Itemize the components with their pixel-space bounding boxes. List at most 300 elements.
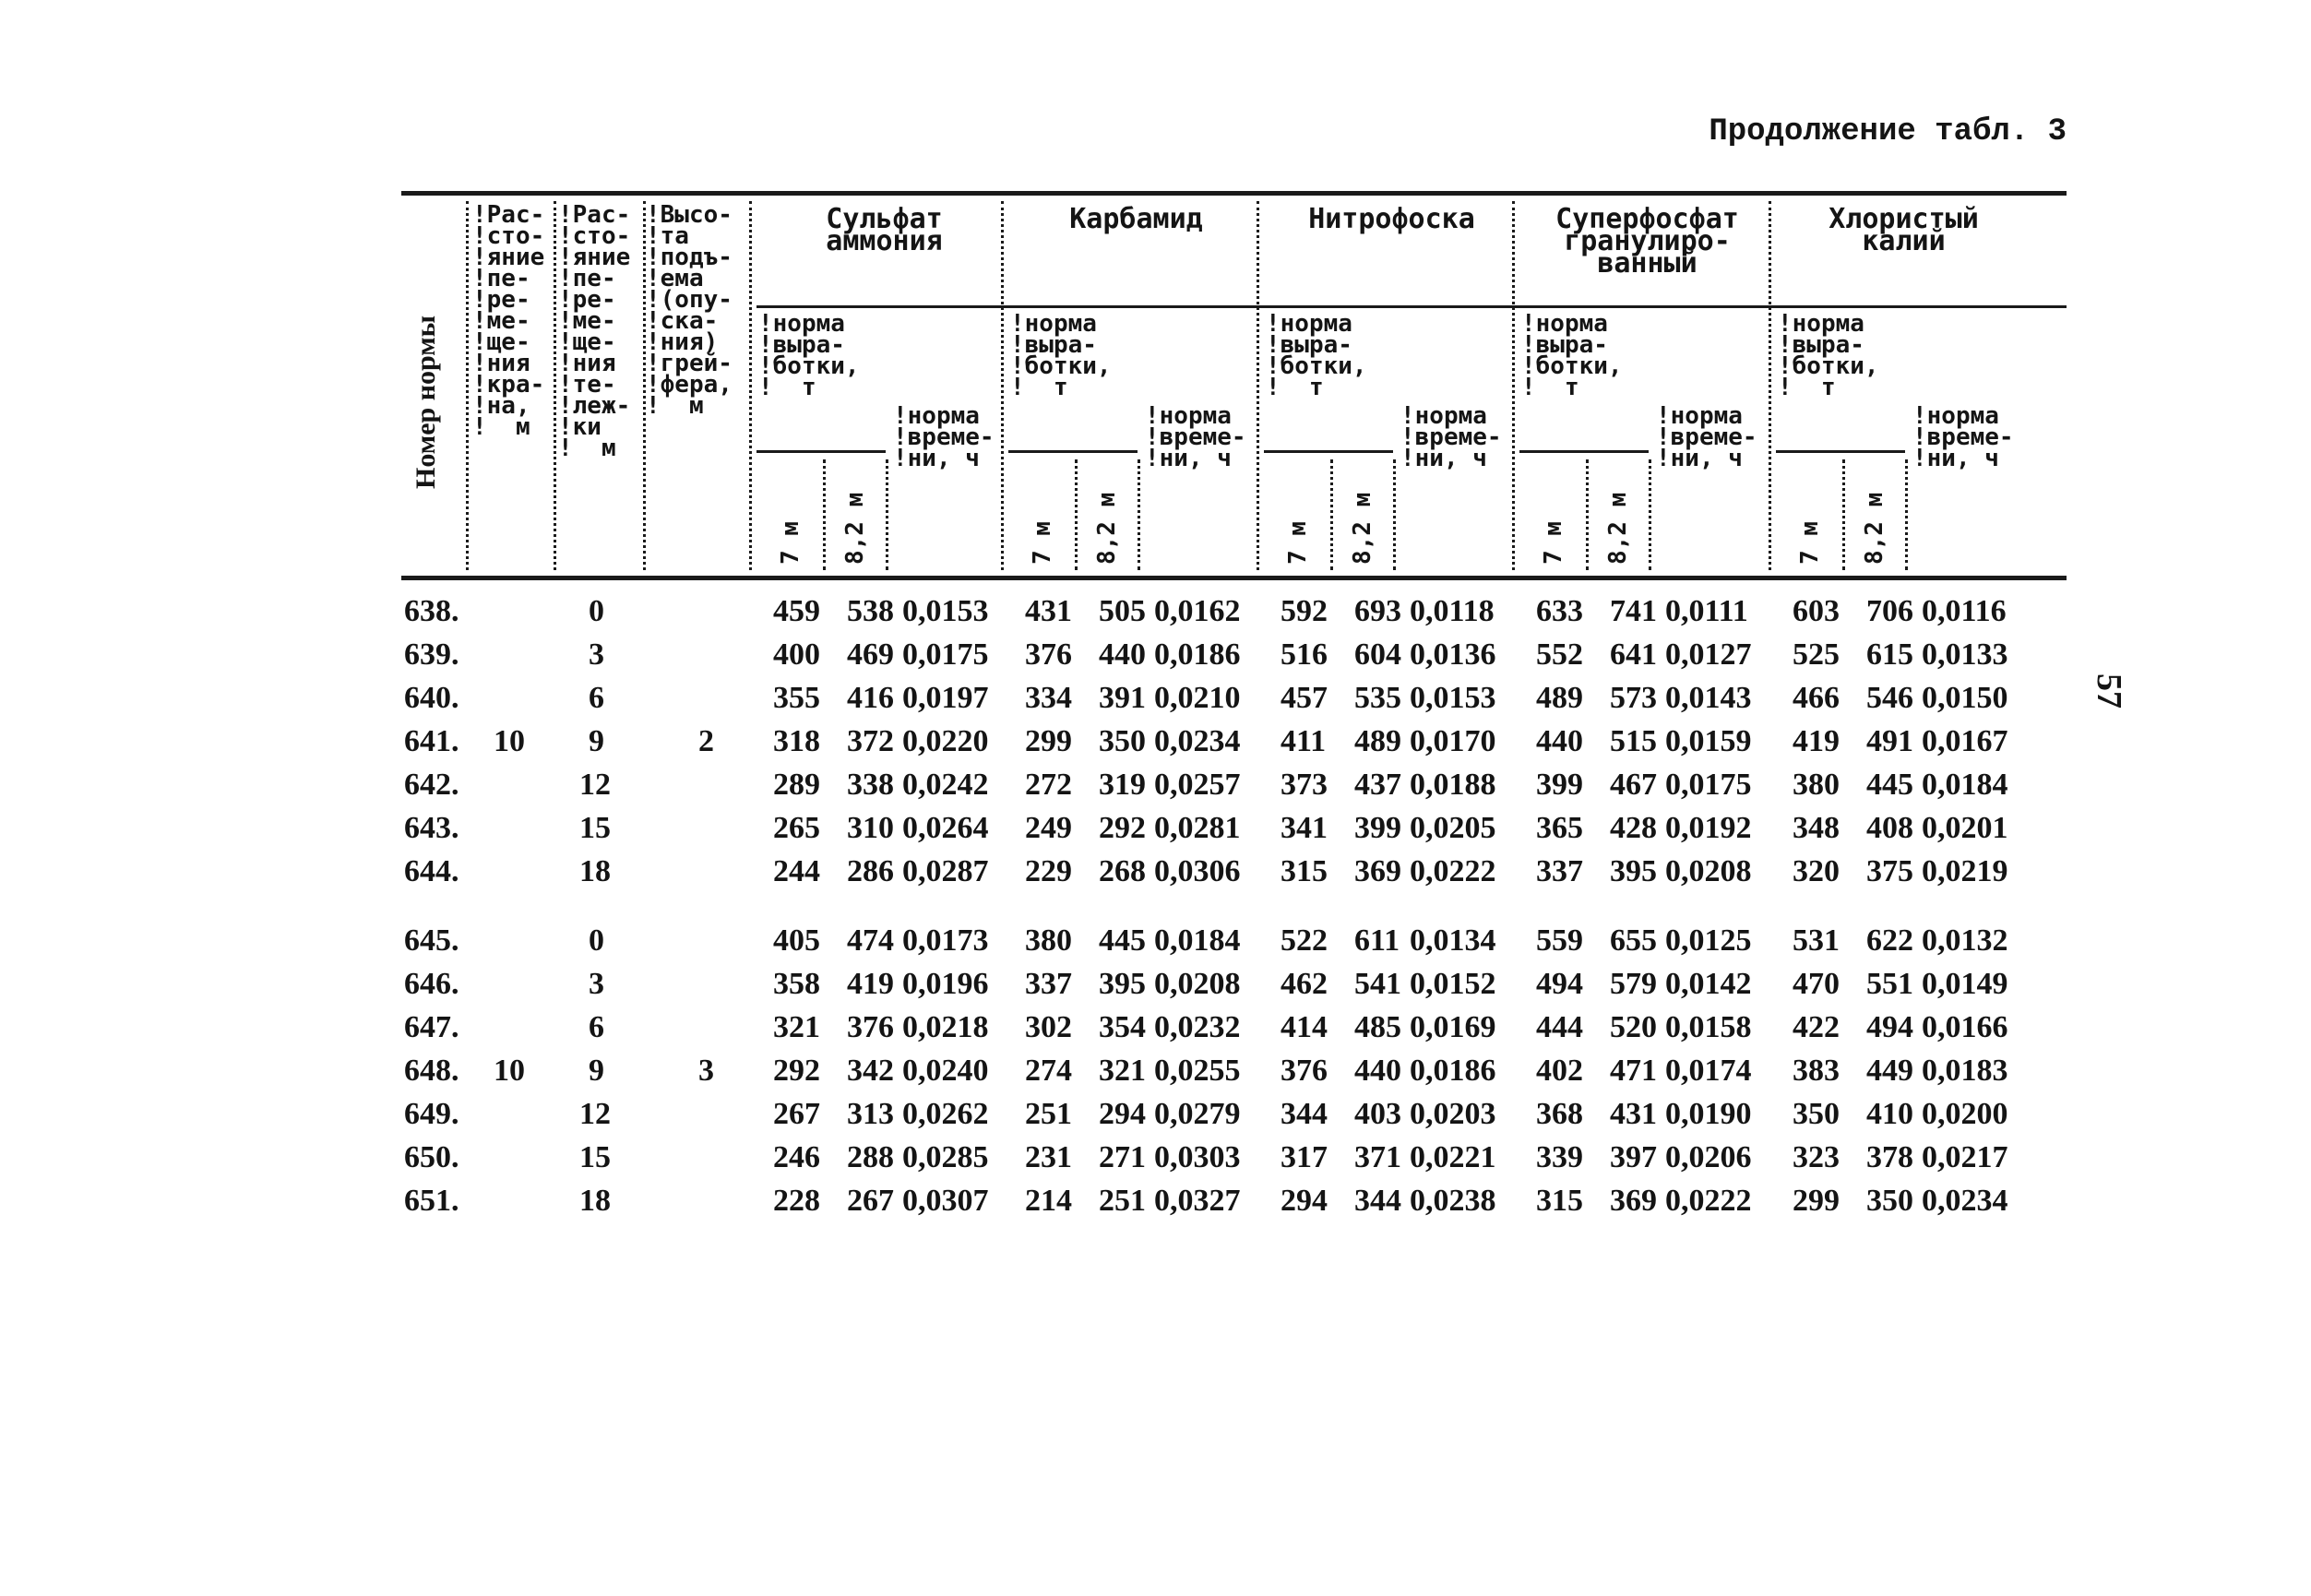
time-norm-cell: 0,0327 <box>1154 1184 1241 1218</box>
output-norm-cell: 380 <box>1793 768 1840 802</box>
output-norm-cell: 431 <box>1025 594 1072 628</box>
time-norm-cell: 0,0196 <box>902 967 989 1001</box>
subcolumn-separator <box>1905 459 1908 570</box>
output-norm-cell: 445 <box>1099 923 1146 958</box>
output-norm-cell: 376 <box>847 1010 894 1044</box>
time-norm-cell: 0,0132 <box>1922 923 2008 958</box>
time-norm-cell: 0,0150 <box>1922 681 2008 715</box>
output-norm-cell: 365 <box>1536 811 1583 845</box>
time-norm-label: !норма !време- !ни, ч <box>893 402 995 472</box>
norm-number-cell: 638. <box>404 594 459 628</box>
output-norm-cell: 271 <box>1099 1140 1146 1174</box>
output-norm-cell: 444 <box>1536 1010 1583 1044</box>
norm-number-cell: 643. <box>404 811 459 845</box>
time-norm-cell: 0,0183 <box>1922 1054 2008 1088</box>
output-norm-cell: 350 <box>1099 724 1146 758</box>
output-norm-cell: 369 <box>1610 1184 1657 1218</box>
output-norm-cell: 741 <box>1610 594 1657 628</box>
output-norm-cell: 378 <box>1866 1140 1913 1174</box>
output-norm-cell: 494 <box>1866 1010 1913 1044</box>
header-norm-number: Номер нормы <box>411 315 441 489</box>
output-norm-cell: 467 <box>1610 768 1657 802</box>
output-norm-cell: 286 <box>847 854 894 888</box>
time-norm-cell: 0,0184 <box>1154 923 1241 958</box>
trolley-distance-cell: 0 <box>589 594 604 628</box>
subcolumn-8-2m-label: 8,2 м <box>1861 492 1888 565</box>
output-norm-cell: 552 <box>1536 637 1583 672</box>
output-norm-cell: 462 <box>1281 967 1328 1001</box>
trolley-distance-cell: 6 <box>589 681 604 715</box>
time-norm-cell: 0,0222 <box>1410 854 1496 888</box>
output-norm-cell: 274 <box>1025 1054 1072 1088</box>
time-norm-cell: 0,0222 <box>1665 1184 1752 1218</box>
output-norm-cell: 474 <box>847 923 894 958</box>
output-norm-cell: 437 <box>1354 768 1401 802</box>
output-norm-cell: 289 <box>773 768 820 802</box>
output-norm-cell: 376 <box>1025 637 1072 672</box>
header-trolley-distance: !Рас- !сто- !яние !пе- !ре- !ме- !ще- !ния !те- !леж- !ки ! м <box>558 201 631 462</box>
subcolumn-8-2m-label: 8,2 м <box>1349 492 1376 565</box>
output-norm-cell: 419 <box>847 967 894 1001</box>
time-norm-cell: 0,0197 <box>902 681 989 715</box>
output-norm-cell: 573 <box>1610 681 1657 715</box>
time-norm-cell: 0,0201 <box>1922 811 2008 845</box>
group-separator <box>1769 201 1771 570</box>
norm-number-cell: 646. <box>404 967 459 1001</box>
table-row <box>0 851 2311 893</box>
group-title: Сульфат аммония <box>826 203 943 257</box>
output-norm-cell: 592 <box>1281 594 1328 628</box>
output-norm-cell: 397 <box>1610 1140 1657 1174</box>
group-separator <box>1512 201 1515 570</box>
group-title: Суперфосфат гранулиро- ванный <box>1555 203 1739 280</box>
time-norm-cell: 0,0219 <box>1922 854 2008 888</box>
output-norm-cell: 615 <box>1866 637 1913 672</box>
time-norm-cell: 0,0143 <box>1665 681 1752 715</box>
time-norm-cell: 0,0175 <box>1665 768 1752 802</box>
output-norm-cell: 611 <box>1354 923 1400 958</box>
time-norm-cell: 0,0240 <box>902 1054 989 1088</box>
table-row <box>0 1006 2311 1049</box>
time-norm-cell: 0,0118 <box>1410 594 1495 628</box>
time-norm-cell: 0,0255 <box>1154 1054 1241 1088</box>
trolley-distance-cell: 15 <box>579 1140 611 1174</box>
table-row <box>0 807 2311 850</box>
group-separator <box>1257 201 1259 570</box>
output-norm-cell: 395 <box>1610 854 1657 888</box>
output-norm-cell: 622 <box>1866 923 1913 958</box>
output-norm-cell: 267 <box>773 1097 820 1131</box>
output-norm-cell: 344 <box>1354 1184 1401 1218</box>
output-norm-cell: 400 <box>773 637 820 672</box>
output-norm-cell: 391 <box>1099 681 1146 715</box>
time-norm-cell: 0,0174 <box>1665 1054 1752 1088</box>
output-norm-cell: 321 <box>1099 1054 1146 1088</box>
table-row <box>0 721 2311 763</box>
time-norm-cell: 0,0133 <box>1922 637 2008 672</box>
norm-number-cell: 641. <box>404 724 459 758</box>
time-norm-cell: 0,0134 <box>1410 923 1496 958</box>
output-norm-cell: 485 <box>1354 1010 1401 1044</box>
output-norm-cell: 706 <box>1866 594 1913 628</box>
output-norm-underline <box>1776 450 1905 453</box>
output-norm-cell: 231 <box>1025 1140 1072 1174</box>
output-norm-underline <box>756 450 886 453</box>
output-norm-cell: 267 <box>847 1184 894 1218</box>
table-row <box>0 634 2311 676</box>
time-norm-label: !норма !време- !ни, ч <box>1145 402 1246 472</box>
time-norm-cell: 0,0153 <box>902 594 989 628</box>
output-norm-cell: 299 <box>1793 1184 1840 1218</box>
time-norm-cell: 0,0200 <box>1922 1097 2008 1131</box>
output-norm-cell: 376 <box>1281 1054 1328 1088</box>
time-norm-cell: 0,0257 <box>1154 768 1241 802</box>
output-norm-cell: 440 <box>1354 1054 1401 1088</box>
norm-number-cell: 640. <box>404 681 459 715</box>
output-norm-cell: 338 <box>847 768 894 802</box>
output-norm-cell: 251 <box>1099 1184 1146 1218</box>
output-norm-cell: 641 <box>1610 637 1657 672</box>
time-norm-cell: 0,0279 <box>1154 1097 1241 1131</box>
trolley-distance-cell: 18 <box>579 854 611 888</box>
output-norm-cell: 405 <box>773 923 820 958</box>
time-norm-cell: 0,0152 <box>1410 967 1496 1001</box>
output-norm-cell: 315 <box>1536 1184 1583 1218</box>
norm-number-cell: 644. <box>404 854 459 888</box>
norm-number-cell: 651. <box>404 1184 459 1218</box>
column-separator <box>554 201 556 570</box>
output-norm-cell: 334 <box>1025 681 1072 715</box>
output-norm-cell: 505 <box>1099 594 1146 628</box>
time-norm-cell: 0,0162 <box>1154 594 1241 628</box>
time-norm-cell: 0,0158 <box>1665 1010 1752 1044</box>
table-row <box>0 677 2311 720</box>
time-norm-cell: 0,0142 <box>1665 967 1752 1001</box>
time-norm-cell: 0,0184 <box>1922 768 2008 802</box>
group-separator <box>1001 201 1004 570</box>
output-norm-cell: 319 <box>1099 768 1146 802</box>
time-norm-cell: 0,0221 <box>1410 1140 1496 1174</box>
trolley-distance-cell: 6 <box>589 1010 604 1044</box>
output-norm-cell: 579 <box>1610 967 1657 1001</box>
output-norm-cell: 272 <box>1025 768 1072 802</box>
output-norm-cell: 294 <box>1099 1097 1146 1131</box>
page-number: 57 <box>2090 673 2128 709</box>
norm-number-cell: 648. <box>404 1054 459 1088</box>
trolley-distance-cell: 3 <box>589 967 604 1001</box>
output-norm-cell: 419 <box>1793 724 1840 758</box>
output-norm-cell: 428 <box>1610 811 1657 845</box>
subcolumn-8-2m-label: 8,2 м <box>1093 492 1121 565</box>
output-norm-cell: 633 <box>1536 594 1583 628</box>
time-norm-label: !норма !време- !ни, ч <box>1400 402 1502 472</box>
trolley-distance-cell: 15 <box>579 811 611 845</box>
output-norm-cell: 414 <box>1281 1010 1328 1044</box>
output-norm-cell: 323 <box>1793 1140 1840 1174</box>
output-norm-cell: 371 <box>1354 1140 1401 1174</box>
output-norm-cell: 380 <box>1025 923 1072 958</box>
time-norm-cell: 0,0303 <box>1154 1140 1241 1174</box>
output-norm-cell: 457 <box>1281 681 1328 715</box>
table-row <box>0 1093 2311 1136</box>
output-norm-cell: 310 <box>847 811 894 845</box>
time-norm-cell: 0,0234 <box>1154 724 1241 758</box>
output-norm-cell: 395 <box>1099 967 1146 1001</box>
subcolumn-separator <box>1393 459 1396 570</box>
output-norm-underline <box>1519 450 1649 453</box>
time-norm-cell: 0,0153 <box>1410 681 1496 715</box>
time-norm-cell: 0,0264 <box>902 811 989 845</box>
column-separator <box>466 201 469 570</box>
output-norm-cell: 350 <box>1866 1184 1913 1218</box>
subcolumn-7m-label: 7 м <box>777 521 804 565</box>
output-norm-cell: 440 <box>1536 724 1583 758</box>
output-norm-cell: 604 <box>1354 637 1401 672</box>
group-title: Хлористый калий <box>1829 203 1979 257</box>
time-norm-cell: 0,0116 <box>1922 594 2007 628</box>
output-norm-cell: 251 <box>1025 1097 1072 1131</box>
time-norm-cell: 0,0218 <box>902 1010 989 1044</box>
header-crane-distance: !Рас- !сто- !яние !пе- !ре- !ме- !ще- !ния !кра- !на, ! м <box>472 201 545 441</box>
output-norm-cell: 350 <box>1793 1097 1840 1131</box>
output-norm-cell: 416 <box>847 681 894 715</box>
output-norm-cell: 318 <box>773 724 820 758</box>
subcolumn-separator <box>1075 459 1078 570</box>
output-norm-cell: 288 <box>847 1140 894 1174</box>
output-norm-cell: 489 <box>1536 681 1583 715</box>
subcolumn-separator <box>886 459 888 570</box>
table-row <box>0 920 2311 962</box>
output-norm-label: !норма !выра- !ботки, ! т <box>1266 310 1367 401</box>
subcolumn-7m-label: 7 м <box>1540 521 1567 565</box>
output-norm-cell: 466 <box>1793 681 1840 715</box>
output-norm-cell: 408 <box>1866 811 1913 845</box>
output-norm-cell: 321 <box>773 1010 820 1044</box>
table-row <box>0 1050 2311 1092</box>
output-norm-cell: 315 <box>1281 854 1328 888</box>
output-norm-cell: 214 <box>1025 1184 1072 1218</box>
output-norm-cell: 516 <box>1281 637 1328 672</box>
time-norm-cell: 0,0175 <box>902 637 989 672</box>
output-norm-cell: 403 <box>1354 1097 1401 1131</box>
output-norm-cell: 491 <box>1866 724 1913 758</box>
subcolumn-8-2m-label: 8,2 м <box>841 492 869 565</box>
time-norm-cell: 0,0220 <box>902 724 989 758</box>
time-norm-cell: 0,0206 <box>1665 1140 1752 1174</box>
output-norm-cell: 538 <box>847 594 894 628</box>
time-norm-cell: 0,0234 <box>1922 1184 2008 1218</box>
table-row <box>0 1137 2311 1179</box>
output-norm-underline <box>1264 450 1393 453</box>
output-norm-cell: 520 <box>1610 1010 1657 1044</box>
time-norm-cell: 0,0242 <box>902 768 989 802</box>
output-norm-cell: 369 <box>1354 854 1401 888</box>
time-norm-cell: 0,0203 <box>1410 1097 1496 1131</box>
norm-number-cell: 650. <box>404 1140 459 1174</box>
output-norm-cell: 449 <box>1866 1054 1913 1088</box>
output-norm-cell: 299 <box>1025 724 1072 758</box>
output-norm-cell: 471 <box>1610 1054 1657 1088</box>
norm-number-cell: 642. <box>404 768 459 802</box>
subcolumn-7m-label: 7 м <box>1029 521 1056 565</box>
output-norm-cell: 535 <box>1354 681 1401 715</box>
output-norm-cell: 358 <box>773 967 820 1001</box>
output-norm-cell: 317 <box>1281 1140 1328 1174</box>
output-norm-cell: 339 <box>1536 1140 1583 1174</box>
time-norm-cell: 0,0159 <box>1665 724 1752 758</box>
time-norm-cell: 0,0170 <box>1410 724 1496 758</box>
time-norm-cell: 0,0190 <box>1665 1097 1752 1131</box>
time-norm-cell: 0,0262 <box>902 1097 989 1131</box>
time-norm-cell: 0,0205 <box>1410 811 1496 845</box>
output-norm-cell: 383 <box>1793 1054 1840 1088</box>
header-bottom-rule <box>401 576 2067 580</box>
output-norm-cell: 229 <box>1025 854 1072 888</box>
output-norm-cell: 228 <box>773 1184 820 1218</box>
time-norm-cell: 0,0188 <box>1410 768 1496 802</box>
subcolumn-separator <box>1586 459 1589 570</box>
column-separator <box>749 201 752 570</box>
time-norm-cell: 0,0149 <box>1922 967 2008 1001</box>
time-norm-cell: 0,0232 <box>1154 1010 1241 1044</box>
output-norm-cell: 522 <box>1281 923 1328 958</box>
time-norm-label: !норма !време- !ни, ч <box>1912 402 2014 472</box>
output-norm-cell: 411 <box>1281 724 1327 758</box>
time-norm-cell: 0,0281 <box>1154 811 1241 845</box>
norm-number-cell: 649. <box>404 1097 459 1131</box>
subcolumn-separator <box>1842 459 1845 570</box>
output-norm-cell: 445 <box>1866 768 1913 802</box>
time-norm-cell: 0,0125 <box>1665 923 1752 958</box>
crane-distance-cell: 10 <box>494 1054 525 1088</box>
output-norm-cell: 246 <box>773 1140 820 1174</box>
output-norm-cell: 603 <box>1793 594 1840 628</box>
subcolumn-separator <box>1649 459 1651 570</box>
table-row <box>0 1180 2311 1222</box>
trolley-distance-cell: 12 <box>579 1097 611 1131</box>
lift-height-cell: 3 <box>698 1054 714 1088</box>
subcolumn-7m-label: 7 м <box>1284 521 1312 565</box>
output-norm-cell: 302 <box>1025 1010 1072 1044</box>
output-norm-cell: 655 <box>1610 923 1657 958</box>
output-norm-cell: 348 <box>1793 811 1840 845</box>
output-norm-cell: 368 <box>1536 1097 1583 1131</box>
time-norm-cell: 0,0217 <box>1922 1140 2008 1174</box>
group-title: Карбамид <box>1069 203 1203 235</box>
time-norm-cell: 0,0208 <box>1154 967 1241 1001</box>
subcolumn-separator <box>1330 459 1333 570</box>
time-norm-cell: 0,0192 <box>1665 811 1752 845</box>
output-norm-cell: 341 <box>1281 811 1328 845</box>
time-norm-cell: 0,0208 <box>1665 854 1752 888</box>
output-norm-cell: 494 <box>1536 967 1583 1001</box>
header-lift-height: !Высо- !та !подъ- !ема !(опу- !ска- !ния) !грей- !фера, ! м <box>646 201 733 420</box>
time-norm-cell: 0,0169 <box>1410 1010 1496 1044</box>
output-norm-cell: 525 <box>1793 637 1840 672</box>
output-norm-cell: 294 <box>1281 1184 1328 1218</box>
norm-number-cell: 639. <box>404 637 459 672</box>
output-norm-cell: 541 <box>1354 967 1401 1001</box>
trolley-distance-cell: 12 <box>579 768 611 802</box>
time-norm-cell: 0,0285 <box>902 1140 989 1174</box>
subcolumn-separator <box>1138 459 1140 570</box>
output-norm-cell: 344 <box>1281 1097 1328 1131</box>
time-norm-cell: 0,0127 <box>1665 637 1752 672</box>
time-norm-cell: 0,0210 <box>1154 681 1241 715</box>
time-norm-cell: 0,0173 <box>902 923 989 958</box>
time-norm-cell: 0,0167 <box>1922 724 2008 758</box>
output-norm-cell: 337 <box>1025 967 1072 1001</box>
subcolumn-separator <box>823 459 826 570</box>
output-norm-cell: 399 <box>1536 768 1583 802</box>
output-norm-cell: 355 <box>773 681 820 715</box>
output-norm-cell: 559 <box>1536 923 1583 958</box>
trolley-distance-cell: 18 <box>579 1184 611 1218</box>
table-caption: Продолжение табл. 3 <box>1709 114 2067 149</box>
output-norm-cell: 244 <box>773 854 820 888</box>
time-norm-cell: 0,0306 <box>1154 854 1241 888</box>
output-norm-cell: 422 <box>1793 1010 1840 1044</box>
lift-height-cell: 2 <box>698 724 714 758</box>
output-norm-label: !норма !выра- !ботки, ! т <box>1010 310 1112 401</box>
output-norm-cell: 440 <box>1099 637 1146 672</box>
output-norm-cell: 515 <box>1610 724 1657 758</box>
output-norm-cell: 320 <box>1793 854 1840 888</box>
trolley-distance-cell: 3 <box>589 637 604 672</box>
output-norm-cell: 469 <box>847 637 894 672</box>
output-norm-cell: 268 <box>1099 854 1146 888</box>
output-norm-cell: 693 <box>1354 594 1401 628</box>
time-norm-label: !норма !време- !ни, ч <box>1656 402 1757 472</box>
trolley-distance-cell: 9 <box>589 724 604 758</box>
table-row <box>0 764 2311 806</box>
output-norm-cell: 292 <box>1099 811 1146 845</box>
output-norm-cell: 470 <box>1793 967 1840 1001</box>
output-norm-cell: 265 <box>773 811 820 845</box>
output-norm-cell: 402 <box>1536 1054 1583 1088</box>
time-norm-cell: 0,0186 <box>1410 1054 1496 1088</box>
output-norm-cell: 373 <box>1281 768 1328 802</box>
norm-number-cell: 647. <box>404 1010 459 1044</box>
output-norm-cell: 431 <box>1610 1097 1657 1131</box>
trolley-distance-cell: 0 <box>589 923 604 958</box>
output-norm-cell: 531 <box>1793 923 1840 958</box>
norm-number-cell: 645. <box>404 923 459 958</box>
time-norm-cell: 0,0111 <box>1665 594 1748 628</box>
time-norm-cell: 0,0166 <box>1922 1010 2008 1044</box>
time-norm-cell: 0,0287 <box>902 854 989 888</box>
crane-distance-cell: 10 <box>494 724 525 758</box>
output-norm-cell: 249 <box>1025 811 1072 845</box>
header-top-rule <box>401 191 2067 196</box>
trolley-distance-cell: 9 <box>589 1054 604 1088</box>
table-row <box>0 963 2311 1006</box>
output-norm-cell: 399 <box>1354 811 1401 845</box>
output-norm-cell: 342 <box>847 1054 894 1088</box>
output-norm-cell: 459 <box>773 594 820 628</box>
output-norm-cell: 292 <box>773 1054 820 1088</box>
output-norm-underline <box>1008 450 1138 453</box>
output-norm-label: !норма !выра- !ботки, ! т <box>1778 310 1879 401</box>
subcolumn-7m-label: 7 м <box>1796 521 1824 565</box>
column-separator <box>643 201 646 570</box>
output-norm-cell: 354 <box>1099 1010 1146 1044</box>
output-norm-label: !норма !выра- !ботки, ! т <box>758 310 860 401</box>
time-norm-cell: 0,0307 <box>902 1184 989 1218</box>
output-norm-cell: 337 <box>1536 854 1583 888</box>
output-norm-label: !норма !выра- !ботки, ! т <box>1521 310 1623 401</box>
subcolumn-8-2m-label: 8,2 м <box>1604 492 1632 565</box>
